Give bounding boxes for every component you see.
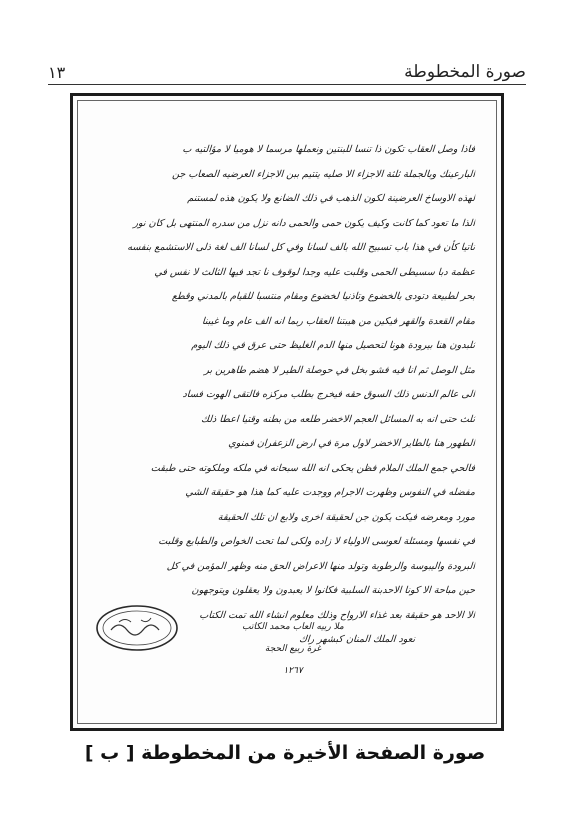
- manuscript-line: الا الاحد هو حقيقة بعد غذاء الارواح وذلك معلوم انشاء الله تمت الكتاب: [198, 609, 476, 621]
- manuscript-line: الذا ما تعود كما كانت وكيف يكون حمى والحمى دانه نزل من سدره المنتهى بل كان نور: [133, 217, 476, 229]
- manuscript-line: مفضله في النفوس وظهرت الاجرام ووجدت عليه كما هذا هو حقيقة الشي: [185, 487, 476, 498]
- manuscript-line: فالحي جمع الملك الملام فظن يحكى انه الله سبحانه في ملكه وملكوته حتى طبقت: [150, 462, 476, 474]
- manuscript-line: البرودة واليبوسة والرطوبة وتولد منها الاعراض الحق منه وظهر المؤمن في كل: [166, 560, 476, 572]
- manuscript-line: بحر لطبيعة دتودى بالخضوع وتاذنيا لخضوع ومقام منتسبا للقيام بالمدني وقطع: [171, 291, 476, 302]
- colophon-line: ملا ربيه العاب محمد الكاتب: [242, 622, 344, 632]
- manuscript-line: ناتيا كأن في هذا باب تسبيح الله بالف لسانا وفي كل لسانا الف لغة ذلى الاستشمع بنفسه: [126, 242, 476, 253]
- colophon-line: ١٢٦٧: [283, 666, 303, 676]
- manuscript-line: الى عالم الدنس ذلك السوق حقه فيخرج بطلب مركزه فالتقى الهوت فساد: [182, 389, 476, 400]
- manuscript-line: فاذا وصل العقاب تكون ذا تنسا للبنتين ونعملها مرسما لا هوميا لا مؤالتيه ب: [182, 144, 476, 155]
- running-header: [48, 56, 526, 82]
- manuscript-line: مثل الوصل ثم انا فيه فشو بخل في حوصلة الطير لا هضم طاهرين بر: [203, 364, 476, 376]
- manuscript-line: البارعينك وبالجملة ثلثة الاجزاء الا صليه يتتيم ببن الاجزاء العرضيه الصعاب جن: [171, 168, 476, 180]
- page-number: ١٣: [48, 63, 66, 82]
- header-rule: [48, 84, 526, 85]
- colophon: [183, 616, 403, 682]
- header-title: صورة المخطوطة: [404, 62, 526, 82]
- colophon-line: غرة ربيع الحجة: [264, 644, 322, 654]
- manuscript-text: [107, 138, 475, 653]
- manuscript-line: الطهور هنا بالطاير الاخضر لاول مرة في ارض الزعفران فمنوي: [227, 438, 476, 449]
- manuscript-line: حين مباحة الا كونا الاحدبنة السلبية فكانوا لا يعبدون ولا يعقلون ويتوجهون: [191, 585, 476, 596]
- seal-stamp: [91, 600, 183, 656]
- manuscript-line: مورد ومعرضه فيكت يكون جن لحقيقة اخرى ولابع ان تلك الحقيقة: [217, 511, 476, 523]
- manuscript-line: لهذه الاوساخ العرضينة لكون الذهب في ذلك الضانع ولا يكون هذه لمستنم: [186, 193, 476, 204]
- figure-caption: صورة الصفحة الأخيرة من المخطوطة [ ب ]: [84, 742, 486, 764]
- manuscript-closing-line: نعود الملك المنان كبشهر راك: [298, 634, 416, 645]
- manuscript-image: [70, 93, 504, 731]
- manuscript-line: في نفسها ومسئلة لعوسى الاولياء لا زاده ولكى لما تحت الخواص والطبايع وقلبت: [157, 536, 476, 547]
- manuscript-line: مقام القعدة والقهر فيكين من هيبتنا العقاب ربما انه الف عام وما غيبنا: [201, 315, 476, 327]
- manuscript-line: ثلث حتى انه به المسائل العجم الاخضر طلعه من بطنه وقتيا اعطا ذلك: [200, 413, 476, 425]
- manuscript-line: ثلبدون هنا بيرودة هونا لتحصيل منها الدم الغليظ حتى عرق في ذلك اليوم: [190, 340, 476, 351]
- manuscript-line: عظمة دبا سسيطى الحمى وقلبت عليه وجدا لوقوف نا تجد فيها الثالث لا نفس في: [153, 266, 476, 278]
